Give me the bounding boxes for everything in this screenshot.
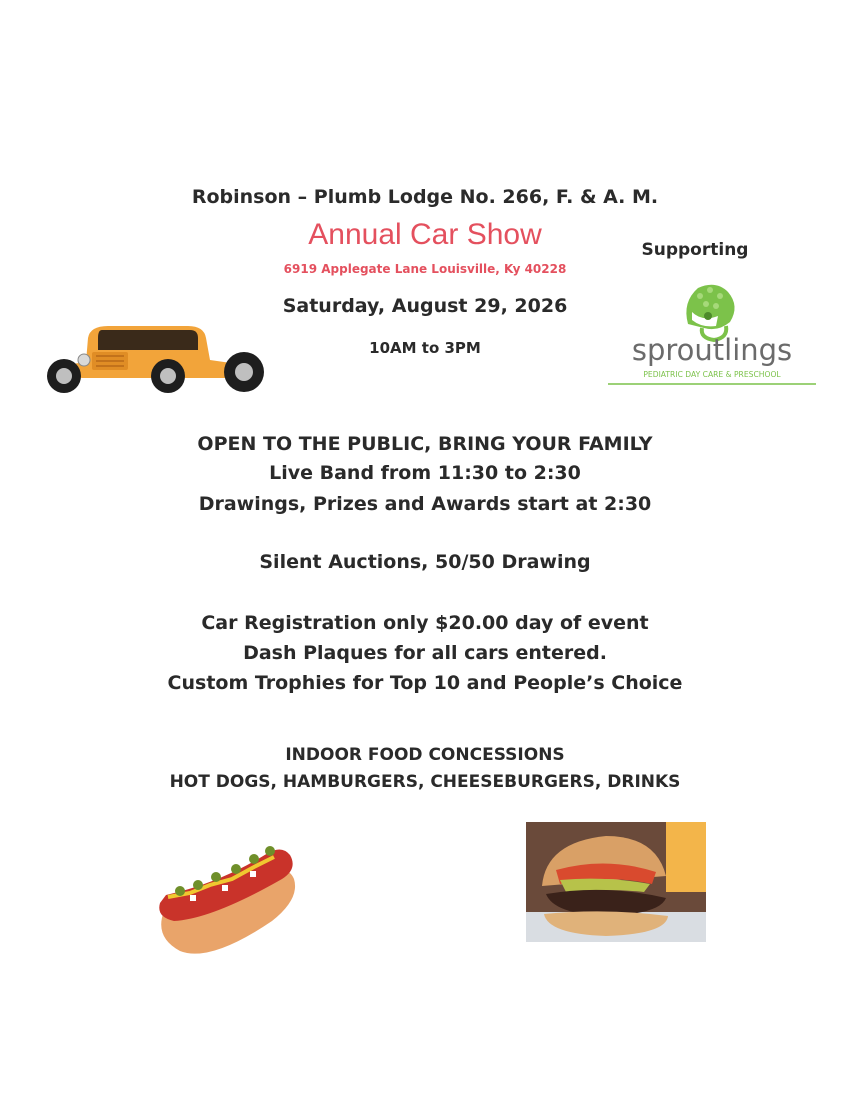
- hot-rod-car-image: [38, 320, 268, 396]
- event-date: Saturday, August 29, 2026: [282, 295, 568, 317]
- food-menu-line: HOT DOGS, HAMBURGERS, CHEESEBURGERS, DRINKS: [169, 772, 681, 792]
- lodge-name: Robinson – Plumb Lodge No. 266, F. & A. M.: [191, 186, 659, 208]
- hot-dog-image: [150, 825, 310, 965]
- event-time: 10AM to 3PM: [369, 339, 481, 357]
- live-band-line: Live Band from 11:30 to 2:30: [269, 462, 581, 484]
- sproutlings-logo: [606, 266, 818, 390]
- trophies-line: Custom Trophies for Top 10 and People’s Choice: [167, 672, 683, 694]
- open-to-public-line: OPEN TO THE PUBLIC, BRING YOUR FAMILY: [197, 433, 653, 455]
- sprout-icon: [686, 285, 734, 340]
- sproutlings-tagline: PEDIATRIC DAY CARE & PRESCHOOL: [643, 370, 781, 379]
- event-address: 6919 Applegate Lane Louisville, Ky 40228: [283, 262, 567, 276]
- auctions-line: Silent Auctions, 50/50 Drawing: [259, 551, 591, 573]
- drawings-line: Drawings, Prizes and Awards start at 2:30: [198, 493, 652, 515]
- registration-line: Car Registration only $20.00 day of event: [201, 612, 649, 634]
- food-concessions-heading: INDOOR FOOD CONCESSIONS: [285, 745, 565, 765]
- sproutlings-wordmark: sproutlings: [631, 333, 793, 367]
- supporting-label: Supporting: [641, 240, 749, 260]
- hamburger-image: [526, 822, 706, 942]
- event-title: Annual Car Show: [308, 218, 542, 251]
- dash-plaques-line: Dash Plaques for all cars entered.: [243, 642, 607, 664]
